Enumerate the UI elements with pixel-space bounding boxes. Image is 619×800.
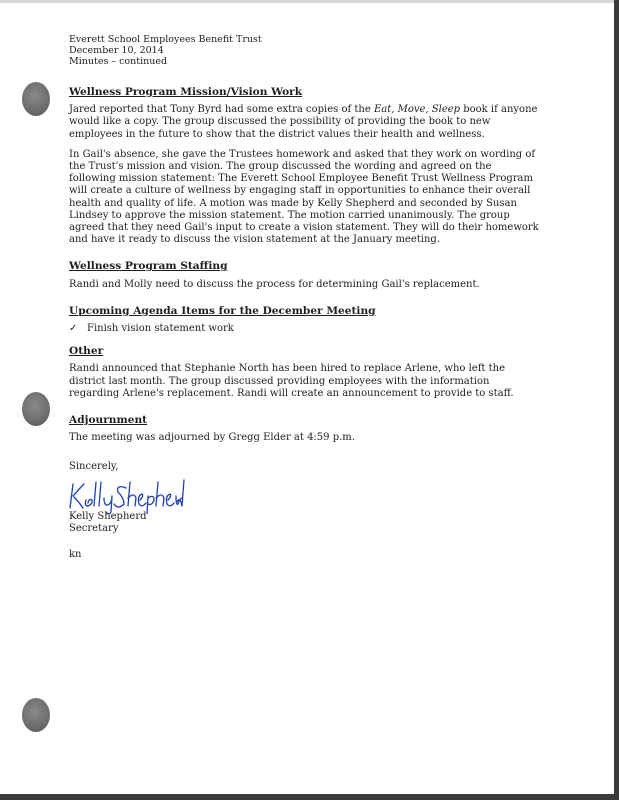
punch-hole-top: [22, 82, 50, 116]
agenda-item-text: Finish vision statement work: [87, 323, 234, 335]
punch-hole-bottom: [22, 698, 50, 732]
header-org: Everett School Employees Benefit Trust: [69, 34, 262, 45]
section-title-staffing: Wellness Program Staffing: [69, 260, 228, 273]
section-title-adjournment: Adjournment: [69, 414, 148, 427]
paragraph-book-before: Jared reported that Tony Byrd had some extra copies of the: [69, 104, 374, 116]
signer-name: Kelly Shepherd: [69, 511, 147, 522]
paragraph-other: Randi announced that Stephanie North has been hired to replace Arlene, who left the district last month. The group discussed providing employees with the information regarding Arlene's replacement. Randi will create an announcement to provide to staff.: [69, 363, 514, 399]
scan-bottom-edge: [0, 794, 619, 800]
scan-right-edge: [614, 0, 619, 800]
section-title-agenda: Upcoming Agenda Items for the December Meeting: [69, 304, 376, 317]
book-title: Eat, Move, Sleep: [373, 104, 461, 116]
header-subtitle: Minutes – continued: [69, 56, 168, 67]
typist-initials: kn: [69, 549, 82, 560]
agenda-item: [69, 323, 539, 335]
checkmark-icon: ✓: [69, 323, 78, 335]
paragraph-book-after: book if anyone would like a copy. The group discussed the possibility of providing the book to new employees in the future to show that the district values their health and wellness.: [69, 104, 538, 140]
signer-role: Secretary: [69, 523, 119, 535]
header-date: December 10, 2014: [69, 45, 164, 56]
signature-block: [69, 511, 147, 535]
handwritten-signature: [66, 478, 186, 514]
paragraph-adjournment: The meeting was adjourned by Gregg Elder at 4:59 p.m.: [69, 432, 355, 444]
minutes-body: [69, 86, 539, 452]
section-title-mission-vision: Wellness Program Mission/Vision Work: [69, 86, 303, 98]
paragraph-staffing: Randi and Molly need to discuss the process for determining Gail's replacement.: [69, 278, 480, 290]
punch-hole-middle: [22, 392, 50, 426]
paragraph-book: [69, 104, 539, 141]
paragraph-mission: In Gail's absence, she gave the Trustees homework and asked that they work on wording of the Trust's mission and vision. The group discussed the wording and agreed on the following mission statement: The Everett School Employee Benefit Trust Wellness Program will create a culture of wellness by engaging staff in opportunities to enhance their overall health and quality of life. A motion was made by Kelly Shepherd and seconded by Susan Lindsey to approve the mission statement. The motion carried unanimously. The group agreed that they need Gail's input to create a vision statement. They will do their homework and have it ready to discuss the vision statement at the January meeting.: [69, 148, 539, 246]
page-header: [69, 34, 262, 67]
section-title-other: Other: [69, 345, 104, 358]
scan-top-edge: [0, 0, 619, 3]
closing-sincerely: Sincerely,: [69, 461, 119, 472]
